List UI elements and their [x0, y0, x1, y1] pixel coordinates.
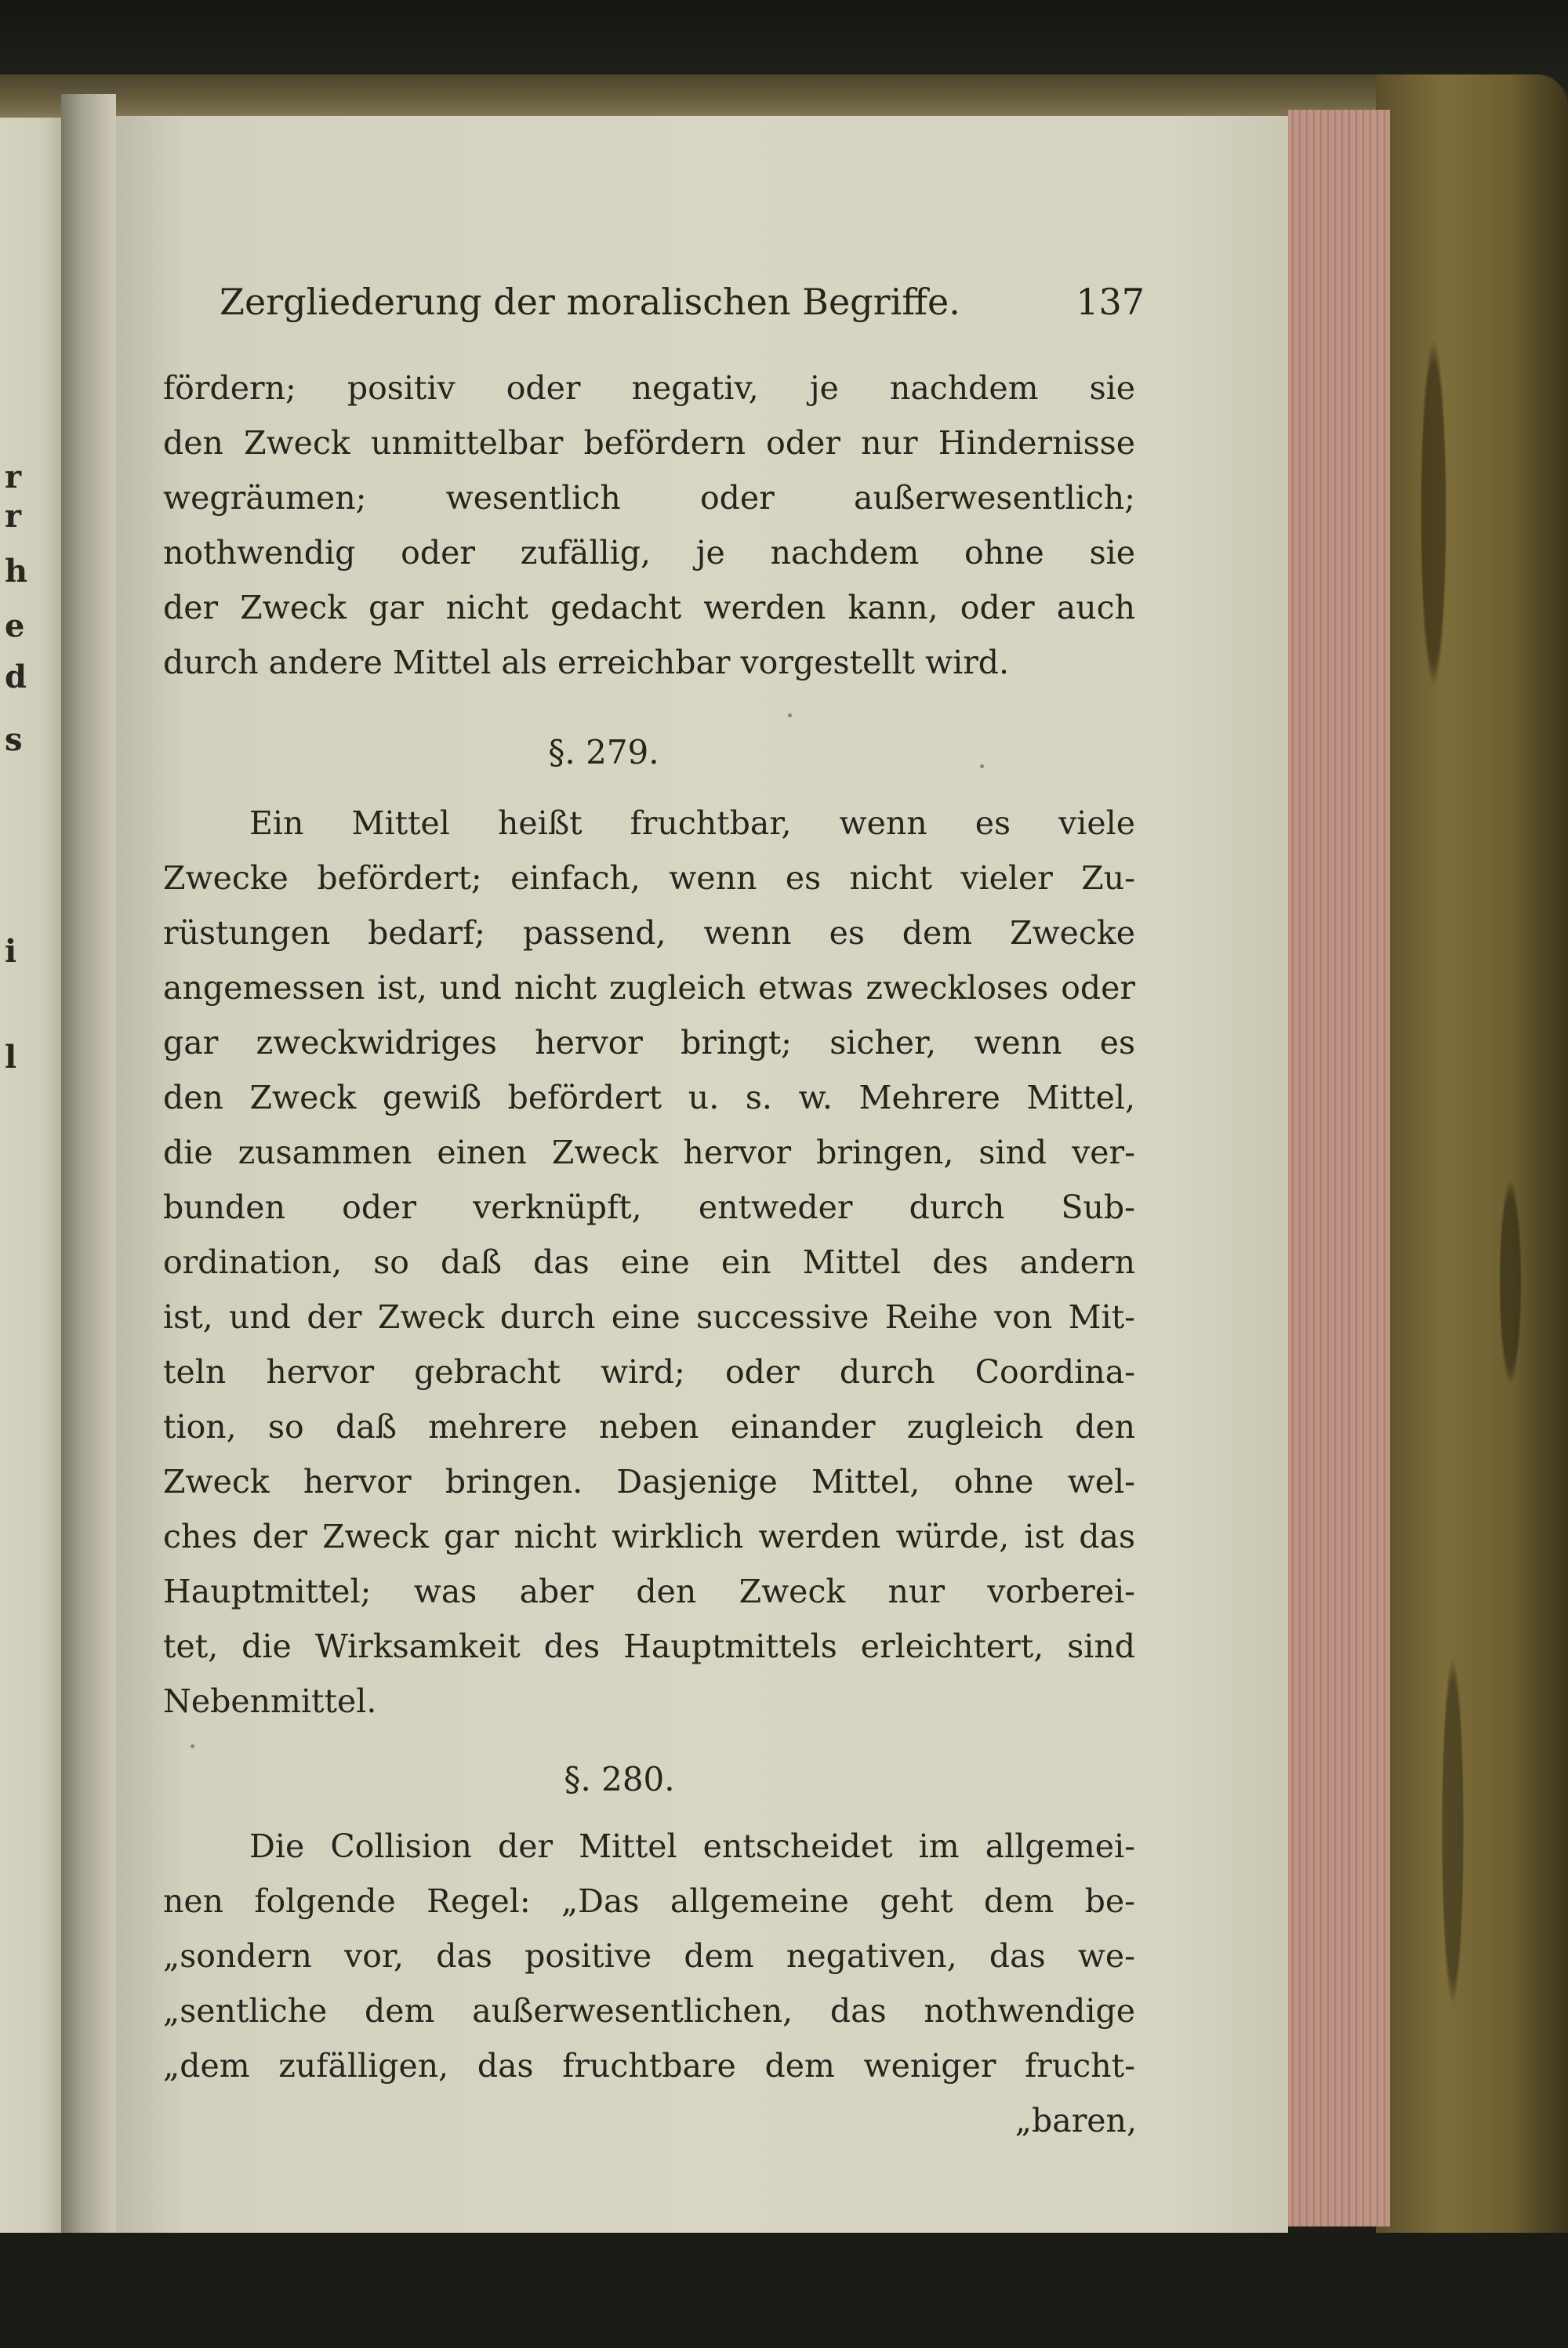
text-line: durch andere Mittel als erreichbar vorgestellt wird. — [163, 644, 1010, 681]
prev-glyph: i — [5, 933, 17, 970]
text-line: nen folgende Regel: „Das allgemeine geht dem be- — [163, 1882, 1135, 1920]
prev-glyph: e — [5, 608, 25, 644]
prev-glyph: r — [5, 498, 22, 535]
catchword: „baren, — [1014, 2102, 1137, 2139]
book-gutter — [61, 94, 116, 2348]
text-line: Hauptmittel; was aber den Zweck nur vorberei- — [163, 1573, 1135, 1610]
paper-speck — [980, 764, 984, 768]
text-line: fördern; positiv oder negativ, je nachdem sie — [163, 369, 1135, 407]
text-line: teln hervor gebracht wird; oder durch Coordina- — [163, 1353, 1135, 1391]
page-number: 137 — [1076, 281, 1145, 323]
prev-glyph: l — [5, 1039, 17, 1076]
text-line: gar zweckwidriges hervor bringt; sicher, wenn es — [163, 1024, 1135, 1061]
book-board-top-edge — [0, 74, 1474, 122]
running-head-title: Zergliederung der moralischen Begriffe. — [220, 281, 960, 323]
prev-glyph: s — [5, 721, 23, 758]
text-line: „sondern vor, das positive dem negativen, das we- — [163, 1937, 1135, 1975]
text-line: wegräumen; wesentlich oder außerwesentlich; — [163, 479, 1135, 517]
section-heading-280: §. 280. — [564, 1760, 675, 1798]
text-line: Zweck hervor bringen. Dasjenige Mittel, ohne wel- — [163, 1463, 1135, 1501]
text-line: der Zweck gar nicht gedacht werden kann, oder auch — [163, 589, 1135, 626]
text-line: den Zweck gewiß befördert u. s. w. Mehrere Mittel, — [163, 1079, 1135, 1116]
book-cover-edge — [1376, 74, 1568, 2270]
text-line: die zusammen einen Zweck hervor bringen, sind ver- — [163, 1134, 1135, 1171]
text-line: Ein Mittel heißt fruchtbar, wenn es viele — [249, 804, 1135, 842]
page-fore-edge — [1286, 110, 1390, 2226]
paper-speck — [788, 713, 792, 717]
text-line: bunden oder verknüpft, entweder durch Sub- — [163, 1189, 1135, 1226]
text-line: ordination, so daß das eine ein Mittel des andern — [163, 1243, 1135, 1281]
text-line: tet, die Wirksamkeit des Hauptmittels erleichtert, sind — [163, 1628, 1135, 1665]
text-line: ist, und der Zweck durch eine successive Reihe von Mit- — [163, 1298, 1135, 1336]
previous-page-strip — [0, 118, 61, 2348]
text-line: nothwendig oder zufällig, je nachdem ohne sie — [163, 534, 1135, 572]
paper-speck — [191, 1744, 194, 1748]
prev-glyph: r — [5, 459, 22, 495]
text-line: ches der Zweck gar nicht wirklich werden würde, ist das — [163, 1518, 1135, 1555]
text-line: tion, so daß mehrere neben einander zugleich den — [163, 1408, 1135, 1446]
bottom-shadow — [0, 2233, 1568, 2348]
text-line: rüstungen bedarf; passend, wenn es dem Zwecke — [163, 914, 1135, 952]
running-head — [220, 281, 1145, 351]
prev-glyph: h — [5, 553, 28, 590]
text-line: Zwecke befördert; einfach, wenn es nicht vieler Zu- — [163, 859, 1135, 897]
text-line: „dem zufälligen, das fruchtbare dem weniger frucht- — [163, 2047, 1135, 2085]
prev-glyph: d — [5, 659, 27, 695]
text-line: den Zweck unmittelbar befördern oder nur Hindernisse — [163, 424, 1135, 462]
section-heading-279: §. 279. — [548, 733, 659, 771]
text-line: Die Collision der Mittel entscheidet im allgemei- — [249, 1827, 1135, 1865]
text-line: „sentliche dem außerwesentlichen, das nothwendige — [163, 1992, 1135, 2030]
text-line: Nebenmittel. — [163, 1682, 377, 1720]
text-line: angemessen ist, und nicht zugleich etwas zweckloses oder — [163, 969, 1135, 1007]
